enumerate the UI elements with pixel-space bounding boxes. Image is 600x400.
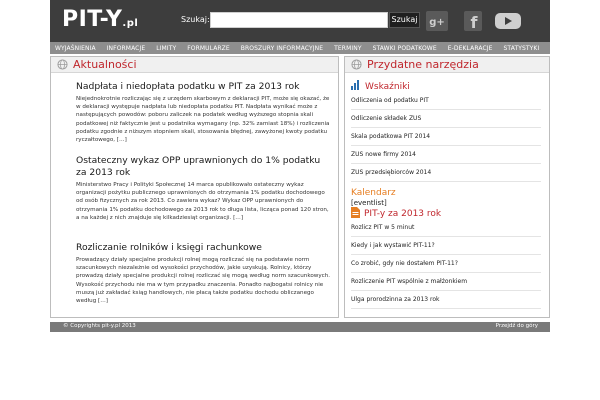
indicators-list (351, 92, 541, 182)
article (76, 81, 331, 144)
site-logo[interactable] (62, 7, 138, 32)
header (50, 0, 550, 42)
youtube-icon[interactable] (493, 11, 523, 31)
news-column (50, 56, 339, 318)
search-button[interactable]: Szukaj (389, 12, 420, 28)
article-excerpt: Prowadzący działy specjalne produkcji rolnej mogą rozliczać się na podstawie norm szacunkowych niezależnie od wysokości przychodów, jakie uzyskują. Rolnicy, którzy prowadzą działy specjalne produkcji rolnej rozliczać się mogą według norm szacunkowych. Wysokość przychodu nie ma w tym przypadku znaczenia. Ponadto najbogatsi rolnicy nie muszą już zakładać ksiąg handlowych, nie płacą także podatku dochodu obliczanego według […] (76, 257, 331, 305)
list-item[interactable]: Skala podatkowa PIT 2014 (351, 128, 541, 146)
nav-item-statystyki[interactable]: STATYSTYKI (503, 44, 540, 52)
article-excerpt: Niejednokrotnie rozliczając się z urzędem skarbowym z deklaracji PIT, może się okazać, że w deklaracji występuje nadpłata lub niedopłata podatku PIT. Nadpłata wynikać może z następujących powodów: poboru zaliczek na podatek według wyższego stopnia skali podatkowej niż faktycznie jest u podatnika wymagany (np. 32% zamiast 18%) i rozliczenia podatku zgodnie z niższym stopniem skali, stosowania błędnej, zawyżonej kwoty podatku ryczałtowego, […] (76, 96, 330, 144)
indicators-title: Wskaźniki (365, 81, 410, 92)
search-label: Szukaj: (181, 15, 210, 24)
article (76, 242, 331, 305)
google-plus-icon[interactable] (426, 11, 448, 31)
list-item[interactable]: Co zrobić, gdy nie dostałem PIT-11? (351, 255, 541, 273)
facebook-icon[interactable] (462, 11, 484, 31)
article-title[interactable]: Nadpłata i niedopłata podatku w PIT za 2013 rok (76, 81, 300, 92)
article-title[interactable]: Ostateczny wykaz OPP uprawnionych do 1% podatku za 2013 rok (76, 155, 321, 178)
page (50, 0, 550, 400)
nav-item-stawki[interactable]: STAWKI PODATKOWE (372, 44, 437, 52)
nav-item-wyjasnienia[interactable]: WYJAŚNIENIA (55, 44, 96, 52)
eventlist-placeholder: [eventlist] (351, 199, 387, 207)
svg-text:g+: g+ (429, 17, 445, 28)
list-item[interactable]: Ulga prorodzinna za 2013 rok (351, 291, 541, 309)
svg-text:f: f (470, 13, 478, 31)
article-title[interactable]: Rozliczanie rolników i księgi rachunkowe (76, 242, 262, 253)
logo-text: PIT-Y (62, 7, 123, 32)
article (76, 155, 331, 222)
list-item[interactable]: Rozlicz PIT w 5 minut (351, 219, 541, 237)
nav-item-terminy[interactable]: TERMINY (334, 44, 362, 52)
article-excerpt: Ministerstwo Pracy i Polityki Społecznej 14 marca opublikowało ostateczny wykaz organizacji pożytku publicznego uprawnionych do otrzymania 1% podatku dochodowego od osób fizycznych za rok 2013. Co zawiera wykaz? Wykaz OPP uprawnionych do otrzymania 1% podatku dochodowego za 2013 rok to długa lista, licząca ponad 120 stron, a na każdej z nich znajduje się kilkadziesiąt organizacji. […] (76, 182, 329, 221)
tools-title: Przydatne narzędzia (367, 58, 479, 71)
list-item[interactable]: Rozliczenie PIT wspólnie z małżonkiem (351, 273, 541, 291)
nav-item-limity[interactable]: LIMITY (156, 44, 177, 52)
tools-header (345, 57, 549, 73)
globe-icon (351, 55, 362, 74)
news-header (51, 57, 338, 73)
back-to-top-link[interactable]: Przejdź do góry (495, 323, 538, 329)
footer (50, 322, 550, 332)
search-input[interactable] (210, 12, 388, 28)
main-nav (50, 42, 550, 54)
pity-title: PIT-y za 2013 rok (364, 209, 442, 219)
nav-item-formularze[interactable]: FORMULARZE (187, 44, 230, 52)
news-title: Aktualności (73, 58, 137, 71)
list-item[interactable]: Kiedy i jak wystawić PIT-11? (351, 237, 541, 255)
list-item[interactable]: ZUS nowe firmy 2014 (351, 146, 541, 164)
list-item[interactable]: Odliczenia od podatku PIT (351, 92, 541, 110)
nav-item-informacje[interactable]: INFORMACJE (106, 44, 146, 52)
list-item[interactable]: ZUS przedsiębiorców 2014 (351, 164, 541, 182)
tools-column (344, 56, 550, 318)
nav-item-broszury[interactable]: BROSZURY INFORMACYJNE (240, 44, 324, 52)
nav-item-e-deklaracje[interactable]: E-DEKLARACJE (447, 44, 493, 52)
globe-icon (57, 55, 68, 74)
pity-list (351, 219, 541, 309)
list-item[interactable]: Odliczenie składek ZUS (351, 110, 541, 128)
logo-suffix: .pl (122, 18, 139, 29)
copyright: © Copyrights pit-y.pl 2013 (63, 323, 136, 329)
calendar-title: Kalendarz (351, 188, 396, 198)
